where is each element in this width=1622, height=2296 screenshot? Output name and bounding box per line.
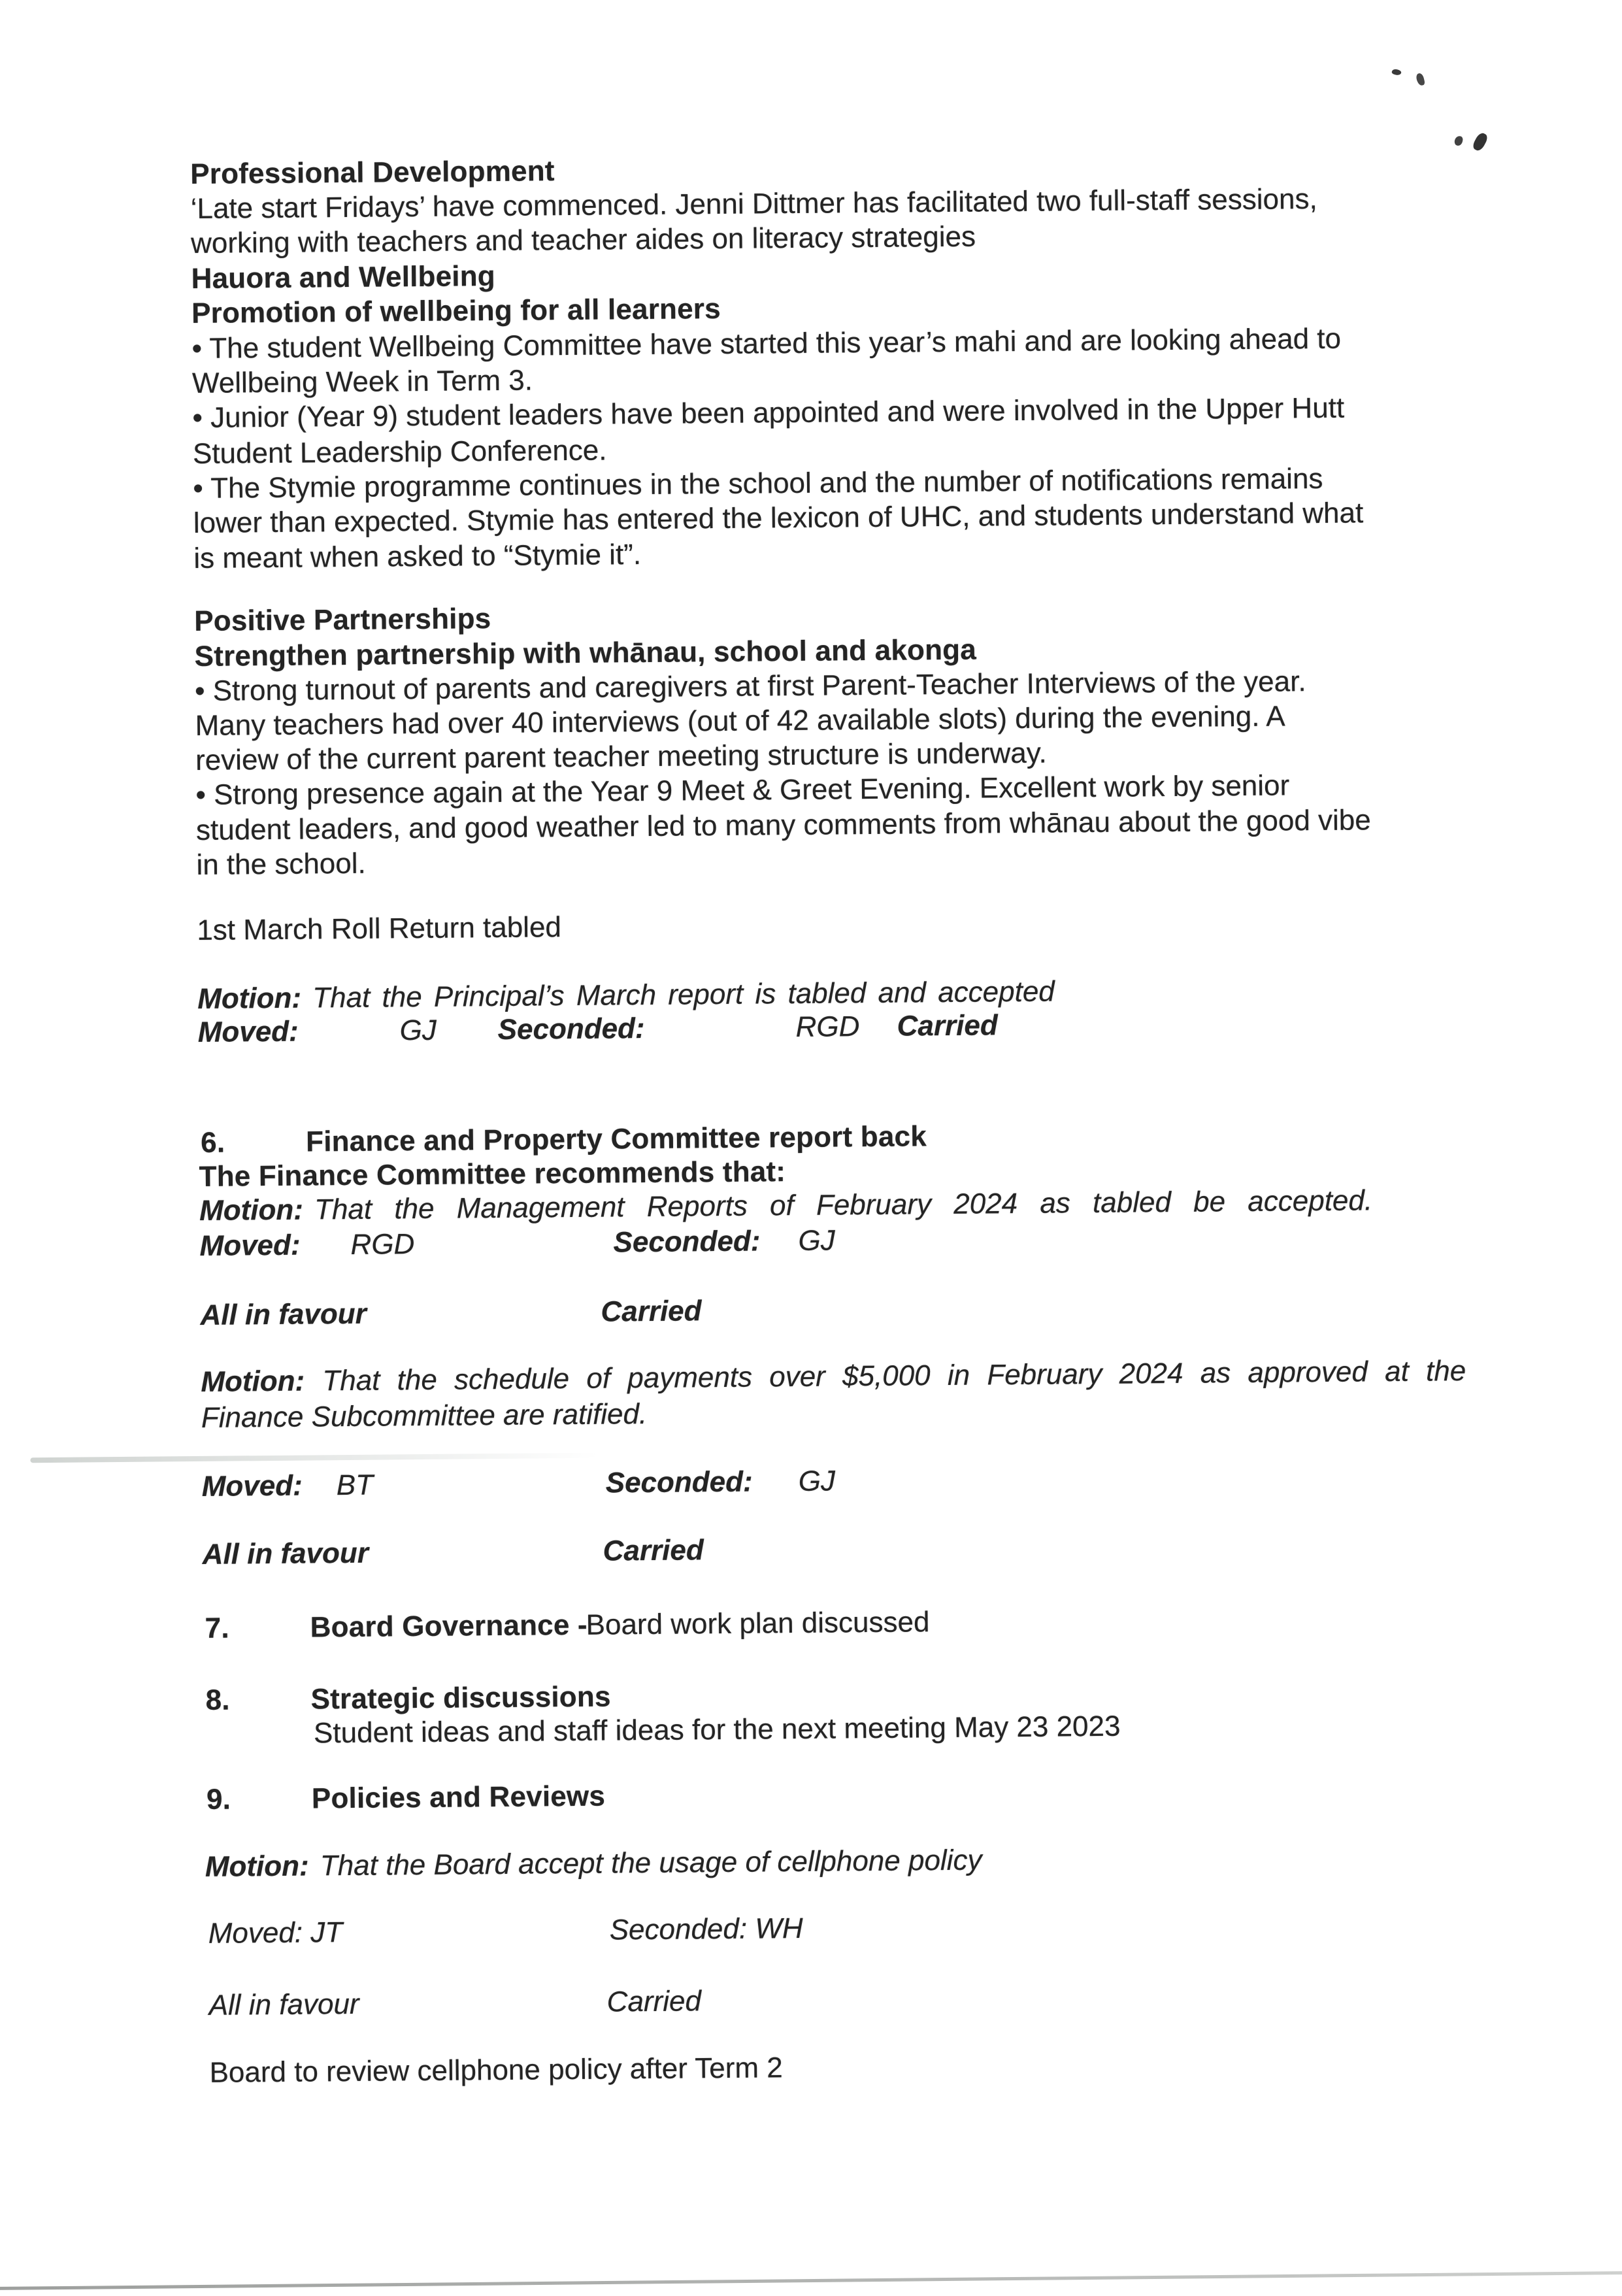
text-run: GJ [798,1224,835,1257]
text-run: Moved: JT [208,1916,343,1950]
text-run: Finance and Property Committee report back [305,1120,927,1158]
text-run: Motion: [201,1365,305,1398]
text-run: Many teachers had over 40 interviews (out of 42 available slots) during the evening. A [195,700,1285,742]
text-run: Policies and Reviews [311,1780,606,1815]
text-run: The Finance Committee recommends that: [199,1156,786,1193]
text-run: That the Board accept the usage of cellphone policy [320,1844,982,1882]
text-run: That the Management Reports of February 2024 as tabled be accepted. [314,1184,1373,1226]
text-run: 6. [200,1126,225,1159]
text-run: student leaders, and good weather led to many comments from whānau about the good vibe [195,804,1371,846]
text-run: Carried [897,1009,998,1042]
text-run: Board to review cellphone policy after Term 2 [209,2052,783,2089]
text-run: Positive Partnerships [193,603,491,638]
text-run: Student Leadership Conference. [192,434,607,471]
text-run: 1st March Roll Return tabled [197,911,562,946]
text-run: lower than expected. Stymie has entered the lexicon of UHC, and students understand what [193,497,1364,540]
text-run: is meant when asked to “Stymie it”. [193,539,642,575]
photocopy-smudge [30,1453,599,1463]
text-line [5,1458,1622,1507]
text-run: • Junior (Year 9) student leaders have been appointed and were involved in the Upper Hutt [192,391,1345,435]
text-run: Hauora and Wellbeing [191,259,496,295]
text-run: 7. [205,1612,229,1644]
text-run: RGD [795,1010,860,1043]
text-run: Promotion of wellbeing for all learners [191,292,721,330]
text-run: Finance Subcommittee are ratified. [201,1398,648,1434]
text-line [0,902,1621,951]
text-line [8,1905,1622,1954]
text-run: working with teachers and teacher aides on literacy strategies [190,220,976,260]
text-run: Student ideas and staff ideas for the next meeting May 23 2023 [313,1710,1121,1750]
text-run: Seconded: [605,1465,753,1499]
text-run: Motion: [205,1850,309,1883]
text-run: Wellbeing Week in Term 3. [191,364,533,400]
text-run: Strategic discussions [310,1680,611,1716]
text-line [8,1977,1622,2026]
text-line [8,1838,1622,1888]
text-line [5,1526,1622,1575]
text-run: Moved: [197,1015,299,1048]
text-run: That the schedule of payments over $5,000 in February 2024 as approved at the [322,1355,1466,1397]
text-run: Strengthen partnership with whānau, school and akonga [194,633,977,673]
text-line [5,1600,1622,1649]
text-run: That the Principal’s March report is tabled and accepted [312,975,1055,1014]
text-run: Moved: [201,1469,303,1503]
text-run: Seconded: [613,1225,761,1259]
text-run: GJ [798,1465,836,1497]
text-run: Motion: [197,982,302,1015]
text-run: All in favour [200,1297,367,1331]
text-run: Motion: [199,1193,304,1227]
text-run: Carried [601,1295,702,1328]
text-run: All in favour [202,1537,369,1571]
text-run: in the school. [196,847,366,881]
text-run: review of the current parent teacher meeting structure is underway. [195,737,1047,776]
text-run: Carried [603,1534,704,1567]
text-run: • Strong presence again at the Year 9 Meet & Greet Evening. Excellent work by senior [195,769,1290,811]
text-run: All in favour [208,1988,359,2021]
text-run: 8. [205,1684,230,1716]
text-run: 9. [206,1783,231,1816]
text-run: Seconded: WH [609,1912,803,1946]
text-run: Board work plan discussed [586,1606,930,1641]
text-run: Seconded: [497,1012,645,1046]
text-run: RGD [350,1228,415,1261]
text-run: Carried [606,1985,702,2018]
text-line [9,2044,1622,2093]
text-line [7,1771,1622,1820]
text-line [3,1287,1622,1336]
text-run: Board Governance - [310,1608,588,1644]
text-run: • The Stymie programme continues in the school and the number of notifications remains [193,462,1323,505]
text-run: Professional Development [190,155,555,191]
text-run: • Strong turnout of parents and caregivers at first Parent-Teacher Interviews of the year. [194,665,1306,707]
text-run: ‘Late start Fridays’ have commenced. Jenni Dittmer has facilitated two full-staff sessions, [190,182,1317,225]
text-run: Moved: [199,1229,301,1262]
text-run: BT [336,1469,374,1502]
text-run: • The student Wellbeing Committee have started this year’s mahi and are looking ahead to [191,322,1342,365]
text-run: GJ [399,1014,437,1047]
